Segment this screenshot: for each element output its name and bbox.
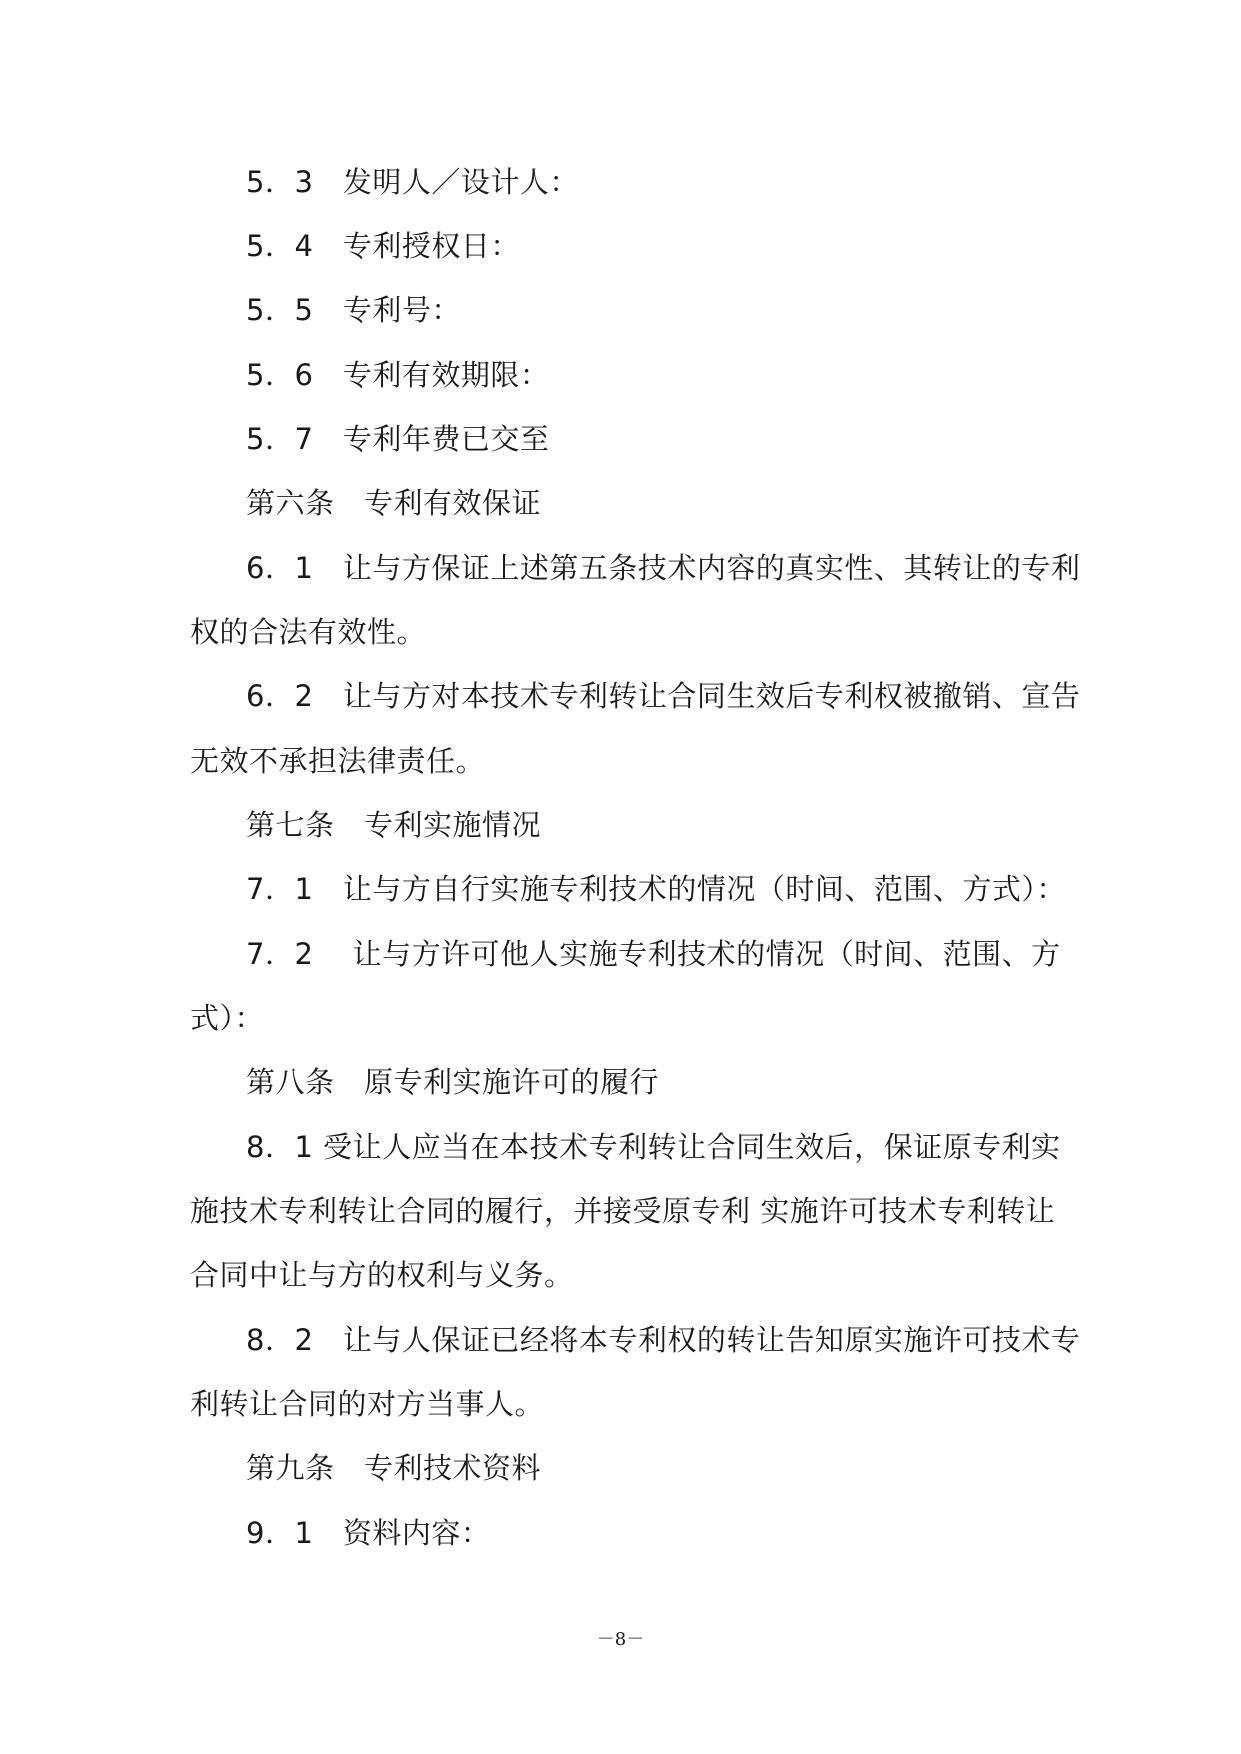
clause-6-1: 6．1 让与方保证上述第五条技术内容的真实性、其转让的专利	[246, 551, 1081, 585]
clause-5-5: 5．5 专利号：	[246, 293, 461, 327]
clause-7-1: 7．1 让与方自行实施专利技术的情况（时间、范围、方式）：	[246, 872, 1066, 906]
clause-8-1-continued-2: 合同中让与方的权利与义务。	[190, 1258, 574, 1292]
clause-6-2: 6．2 让与方对本技术专利转让合同生效后专利权被撤销、宣告	[246, 679, 1081, 713]
article-8-heading: 第八条 原专利实施许可的履行	[246, 1065, 660, 1099]
clause-7-2-continued: 式）：	[190, 1001, 265, 1035]
clause-6-1-continued: 权的合法有效性。	[190, 615, 427, 649]
clause-5-4: 5．4 专利授权日：	[246, 229, 520, 263]
clause-7-2: 7．2 让与方许可他人实施专利技术的情况（时间、范围、方	[246, 937, 1061, 971]
page-number: －8－	[596, 1629, 645, 1650]
clause-8-2: 8．2 让与人保证已经将本专利权的转让告知原实施许可技术专	[246, 1323, 1081, 1357]
clause-5-3: 5．3 发明人／设计人：	[246, 165, 579, 199]
clause-8-1: 8．1 受让人应当在本技术专利转让合同生效后，保证原专利实	[246, 1130, 1061, 1164]
clause-5-7: 5．7 专利年费已交至	[246, 422, 550, 456]
clause-8-2-continued: 利转让合同的对方当事人。	[190, 1387, 545, 1421]
clause-9-1: 9．1 资料内容：	[246, 1516, 491, 1550]
clause-8-1-continued: 施技术专利转让合同的履行，并接受原专利 实施许可技术专利转让	[190, 1194, 1056, 1228]
clause-6-2-continued: 无效不承担法律责任。	[190, 744, 486, 778]
article-9-heading: 第九条 专利技术资料	[246, 1451, 542, 1485]
clause-5-6: 5．6 专利有效期限：	[246, 358, 550, 392]
article-6-heading: 第六条 专利有效保证	[246, 486, 542, 520]
article-7-heading: 第七条 专利实施情况	[246, 808, 542, 842]
